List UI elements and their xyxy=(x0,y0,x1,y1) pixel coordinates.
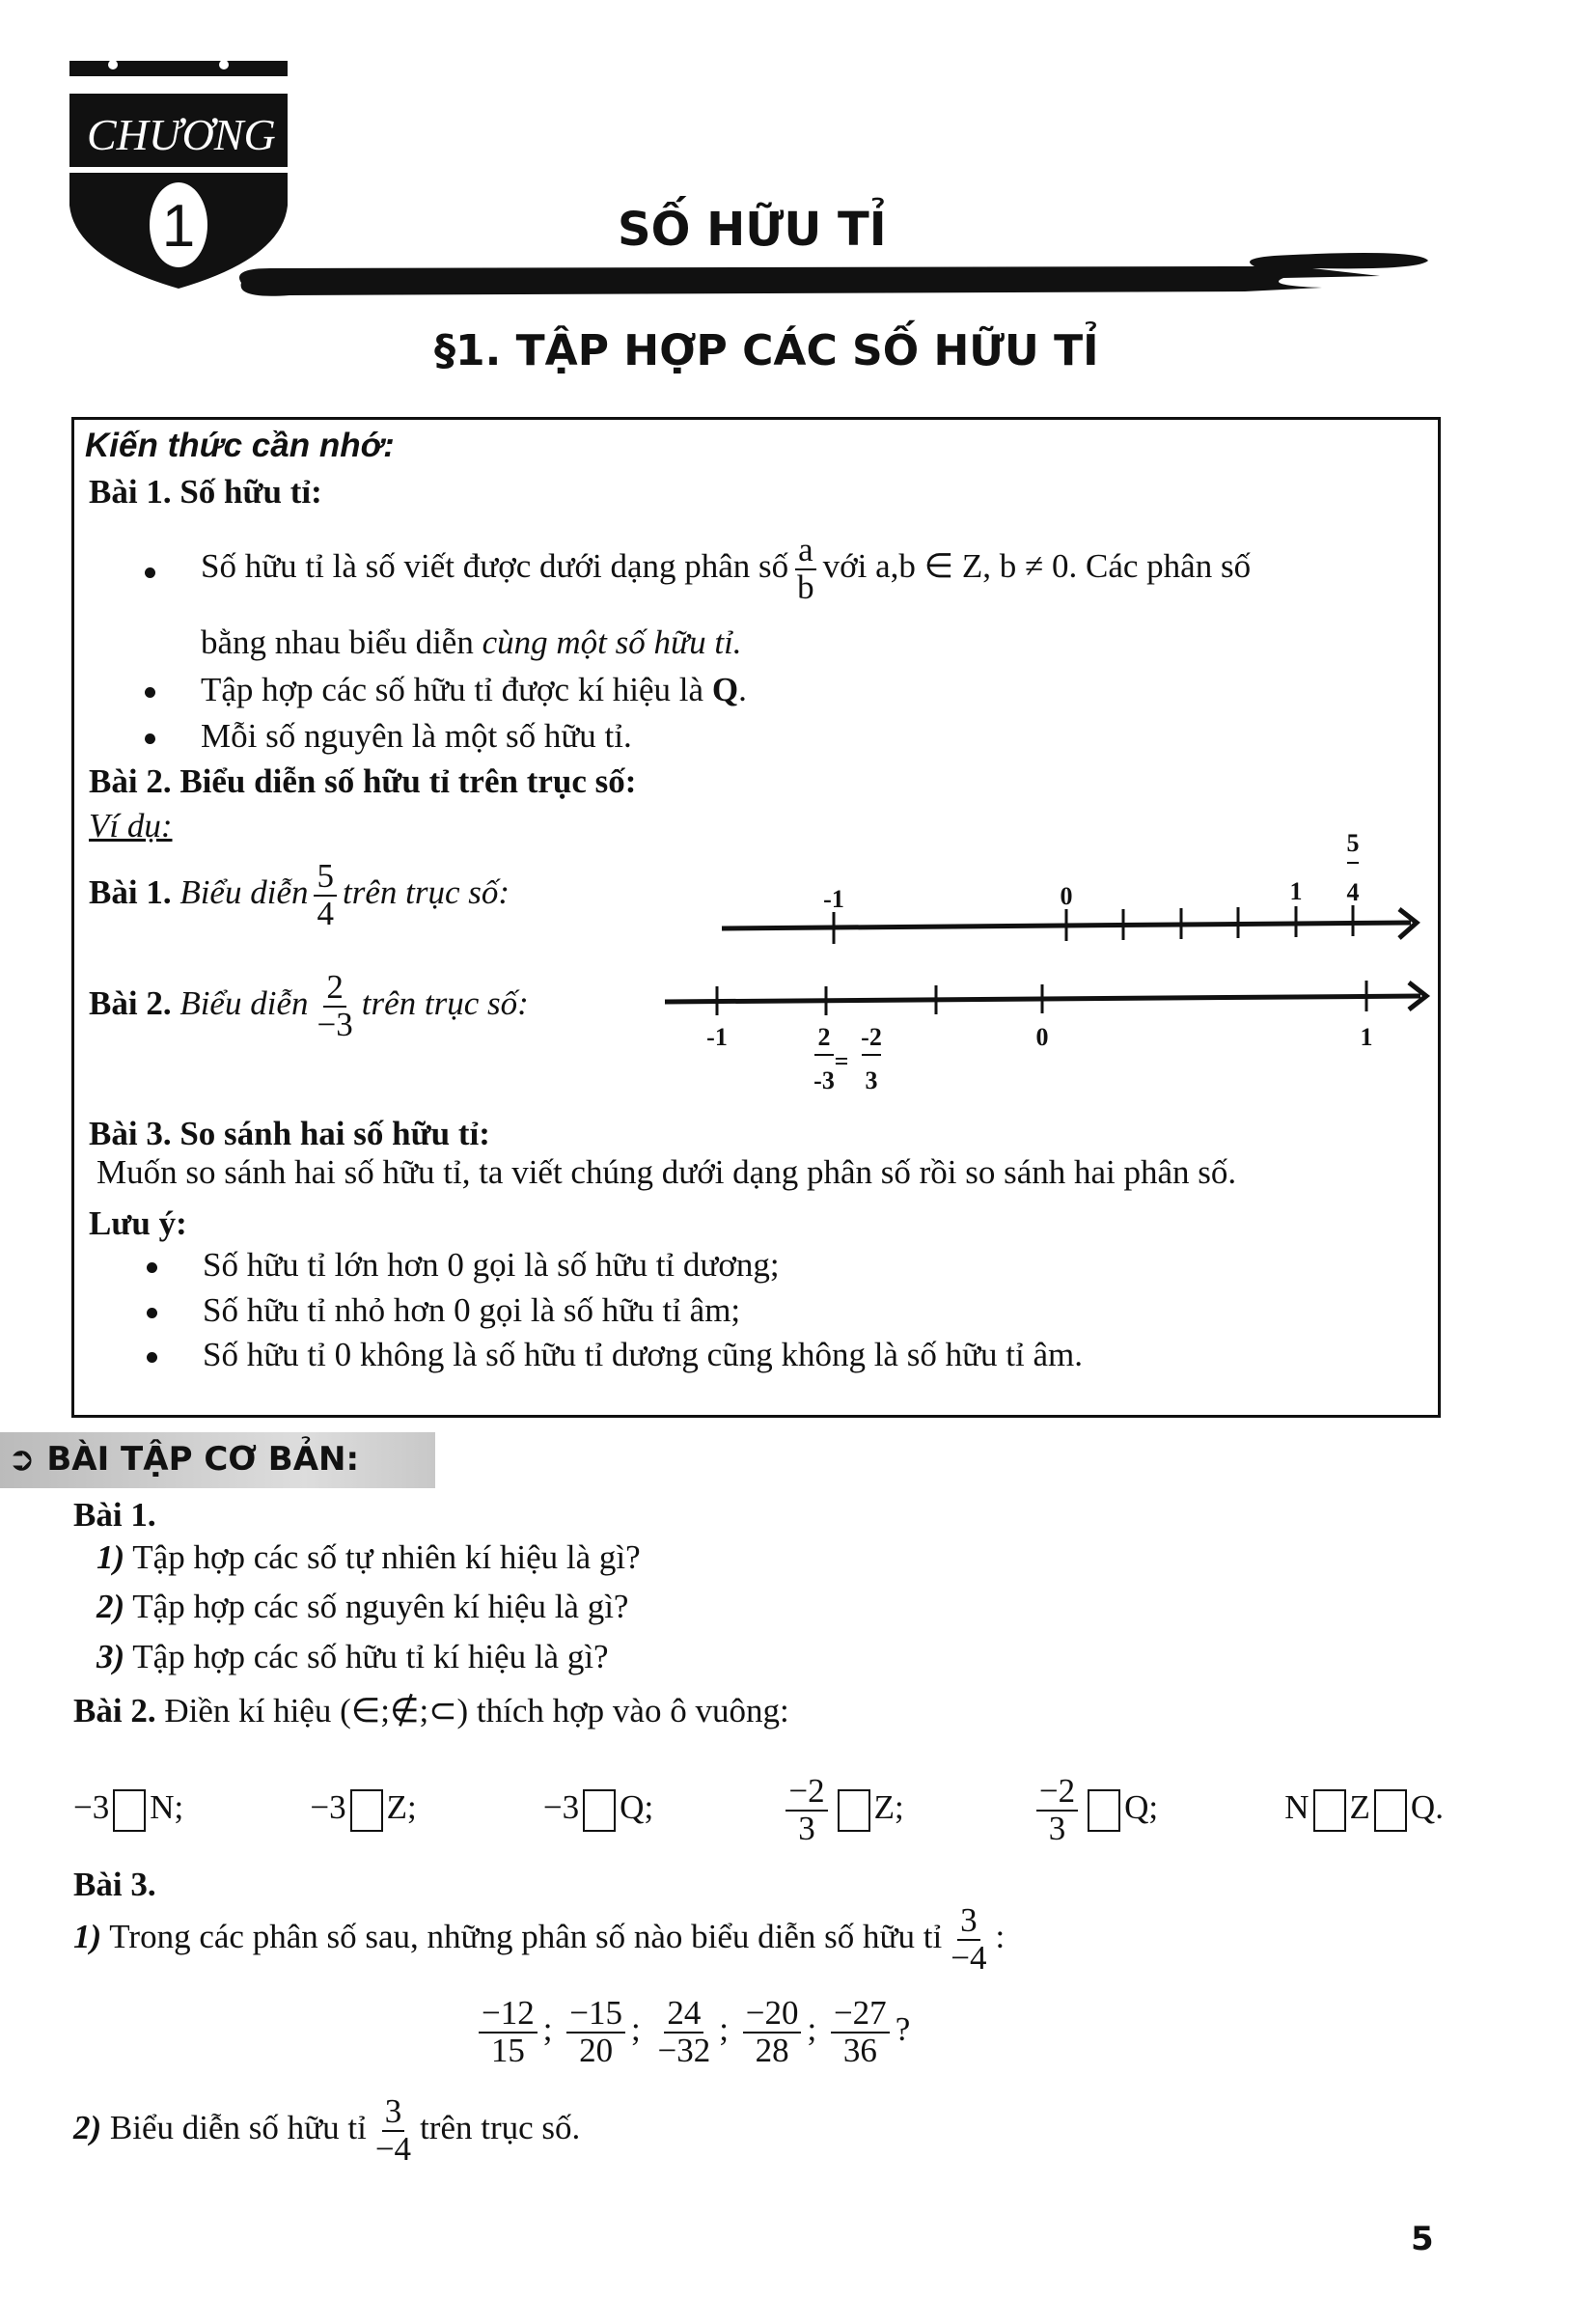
arrow-circle-icon: ➲ xyxy=(8,1440,36,1479)
bullet xyxy=(147,1352,157,1363)
number-line-2 xyxy=(665,981,1426,1015)
nl2-label-1: 1 xyxy=(1360,1023,1373,1051)
bullet xyxy=(147,1308,157,1318)
nl1-label-0: 0 xyxy=(1060,882,1073,910)
example-2: Bài 2. Biểu diễn $\frac{2}{-3}$ trên trục số: xyxy=(89,968,529,1043)
exercise-3-part1: 1) Trong các phân số sau, những phân số nào biểu diễn số hữu tỉ $\frac{3}{-4}$ : xyxy=(73,1901,1006,1977)
bullet xyxy=(147,1262,157,1273)
b1-point2: Tập hợp các số hữu tỉ được kí hiệu là Q. xyxy=(201,671,747,708)
exercise-3-title: Bài 3. xyxy=(73,1866,156,1903)
nl2-frac1-num: 2 xyxy=(817,1023,831,1051)
exercise-1-title: Bài 1. xyxy=(73,1496,156,1534)
exercise-1-item: 3) Tập hợp các số hữu tỉ kí hiệu là gì? xyxy=(96,1638,609,1675)
box-heading: Kiến thức cần nhớ: xyxy=(85,427,395,464)
nl1-label-minus1: -1 xyxy=(823,885,844,913)
answer-box[interactable] xyxy=(1088,1789,1120,1832)
b3-text: Muốn so sánh hai số hữu tỉ, ta viết chúng dưới dạng phân số rồi so sánh hai phân số. xyxy=(96,1153,1237,1191)
exercise-2-row: −3 N; −3 Z; −3 Q; $\frac{-2}{3}$ Z; $\frac{-2}{3}$ Q; N Z Q. xyxy=(73,1772,1444,1847)
b1-point1-cont: bằng nhau biểu diễn cùng một số hữu tỉ. xyxy=(201,623,742,661)
chapter-number: 1 xyxy=(161,193,196,260)
note-3: Số hữu tỉ 0 không là số hữu tỉ dương cũng không là số hữu tỉ âm. xyxy=(203,1336,1083,1373)
nl2-label-minus1: -1 xyxy=(706,1023,728,1051)
note-2: Số hữu tỉ nhỏ hơn 0 gọi là số hữu tỉ âm; xyxy=(203,1291,741,1329)
number-lines xyxy=(0,0,1571,1120)
answer-box[interactable] xyxy=(113,1789,146,1832)
nl2-label-0: 0 xyxy=(1035,1023,1049,1051)
banner-label: ➲ BÀI TẬP CƠ BẢN: xyxy=(8,1440,360,1479)
exercise-2-title: Bài 2. Điền kí hiệu (∈;∉;⊂) thích hợp vào ô vuông: xyxy=(73,1692,789,1729)
exercise-1-item: 1) Tập hợp các số tự nhiên kí hiệu là gì? xyxy=(96,1538,641,1576)
section-title: §1. TẬP HỢP CÁC SỐ HỮU TỈ xyxy=(434,326,1099,375)
b1-point1: Số hữu tỉ là số viết được dưới dạng phân số $\frac{a}{b}$ với a,b ∈ Z, b ≠ 0. Các phân số xyxy=(201,531,1252,606)
nl1-label-4: 4 xyxy=(1346,878,1360,906)
example-label: Ví dụ: xyxy=(89,807,173,844)
chapter-label: CHƯƠNG xyxy=(87,110,276,159)
page-number: 5 xyxy=(1411,2220,1434,2258)
note-1: Số hữu tỉ lớn hơn 0 gọi là số hữu tỉ dương; xyxy=(203,1246,780,1284)
nl1-label-1: 1 xyxy=(1289,877,1303,905)
answer-box[interactable] xyxy=(350,1789,383,1832)
nl2-frac2-num: -2 xyxy=(861,1023,882,1051)
note-label: Lưu ý: xyxy=(89,1204,187,1242)
nl2-frac2-den: 3 xyxy=(865,1066,878,1094)
nl2-equals: = xyxy=(834,1047,849,1075)
b1-point3: Mỗi số nguyên là một số hữu tỉ. xyxy=(201,717,632,755)
nl1-label-5: 5 xyxy=(1346,829,1360,857)
answer-box[interactable] xyxy=(1374,1789,1407,1832)
answer-box[interactable] xyxy=(1313,1789,1346,1832)
b1-title: Bài 1. Số hữu tỉ: xyxy=(89,473,322,511)
b2-title: Bài 2. Biểu diễn số hữu tỉ trên trục số: xyxy=(89,762,637,800)
answer-box[interactable] xyxy=(838,1789,870,1832)
example-1: Bài 1. Biểu diễn $\frac{5}{4}$ trên trục số: xyxy=(89,857,510,932)
nl2-frac1-den: -3 xyxy=(813,1066,835,1094)
exercise-3-fractions: $\frac{-12}{15}$ ; $\frac{-15}{20}$ ; $\frac{24}{-32}$ ; $\frac{-20}{28}$ ; $\frac{-27}{36}$ ? xyxy=(473,1996,910,2069)
answer-box[interactable] xyxy=(583,1789,616,1832)
chapter-title: SỐ HỮU TỈ xyxy=(618,203,887,257)
exercise-3-part2: 2) Biểu diễn số hữu tỉ $\frac{3}{-4}$ trên trục số. xyxy=(73,2092,581,2168)
b3-title: Bài 3. So sánh hai số hữu tỉ: xyxy=(89,1115,490,1152)
exercise-1-item: 2) Tập hợp các số nguyên kí hiệu là gì? xyxy=(96,1588,629,1625)
